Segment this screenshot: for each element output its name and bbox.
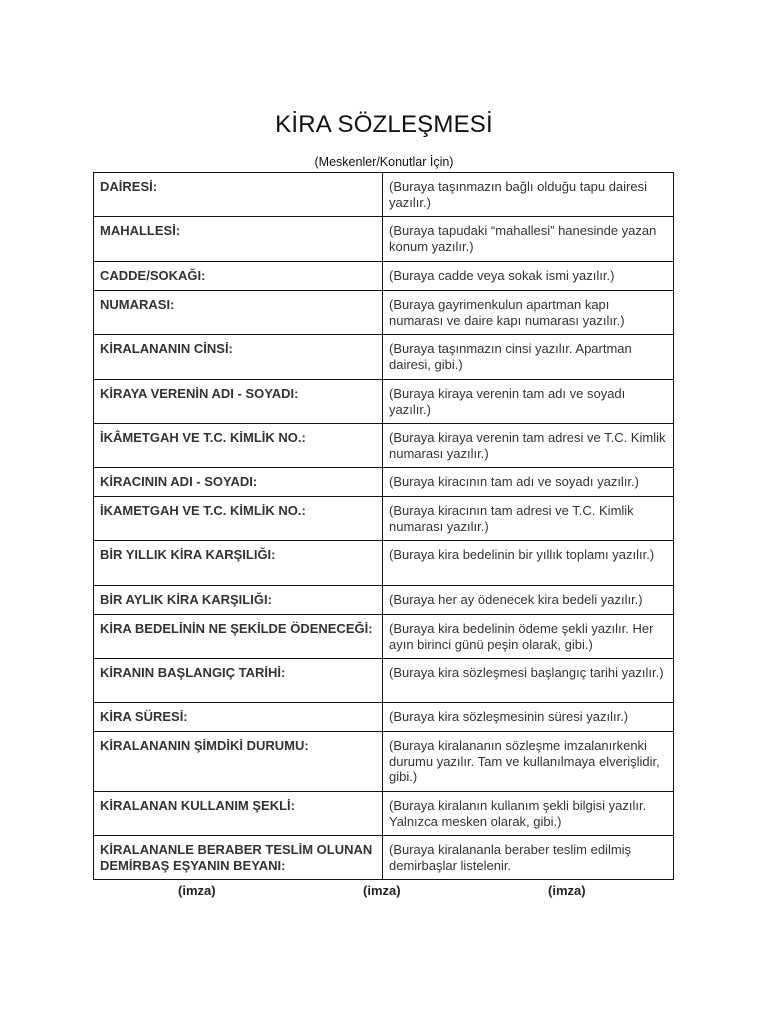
- signature-label: (imza): [178, 883, 216, 898]
- field-value: (Buraya kira sözleşmesinin süresi yazılır.): [383, 703, 674, 732]
- field-label: BİR YILLIK KİRA KARŞILIĞI:: [94, 541, 383, 586]
- field-value: (Buraya kira sözleşmesi başlangıç tarihi yazılır.): [383, 659, 674, 703]
- field-value: (Buraya kira bedelinin ödeme şekli yazılır. Her ayın birinci günü peşin olarak, gibi.): [383, 615, 674, 659]
- document-title: KİRA SÖZLEŞMESİ: [275, 111, 493, 138]
- field-value: (Buraya kiraya verenin tam adresi ve T.C. Kimlik numarası yazılır.): [383, 424, 674, 468]
- field-label: KİRALANANIN CİNSİ:: [94, 335, 383, 380]
- table-row: [94, 217, 674, 262]
- field-label: BİR AYLIK KİRA KARŞILIĞI:: [94, 586, 383, 615]
- field-label: İKAMETGAH VE T.C. KİMLİK NO.:: [94, 497, 383, 541]
- field-value: (Buraya kiralananın sözleşme imzalanırkenki durumu yazılır. Tam ve kullanılmaya elverişlidir, gibi.): [383, 732, 674, 792]
- table-row: [94, 380, 674, 424]
- field-value: (Buraya kiraya verenin tam adı ve soyadı yazılır.): [383, 380, 674, 424]
- table-row: [94, 732, 674, 792]
- signature-label: (imza): [548, 883, 586, 898]
- table-row: [94, 792, 674, 836]
- table-row: [94, 615, 674, 659]
- table-row: [94, 659, 674, 703]
- table-row: [94, 335, 674, 380]
- field-value: (Buraya cadde veya sokak ismi yazılır.): [383, 262, 674, 291]
- field-value: (Buraya kiracının tam adı ve soyadı yazılır.): [383, 468, 674, 497]
- field-label: KİRANIN BAŞLANGIÇ TARİHİ:: [94, 659, 383, 703]
- field-label: KİRALANANLE BERABER TESLİM OLUNAN DEMİRBAŞ EŞYANIN BEYANI:: [94, 836, 383, 880]
- field-value: (Buraya kiracının tam adresi ve T.C. Kimlik numarası yazılır.): [383, 497, 674, 541]
- table-row: [94, 836, 674, 880]
- field-label: KİRALANAN KULLANIM ŞEKLİ:: [94, 792, 383, 836]
- document-subtitle: (Meskenler/Konutlar İçin): [314, 155, 454, 169]
- table-row: [94, 291, 674, 335]
- signature-label: (imza): [363, 883, 401, 898]
- field-label: MAHALLESİ:: [94, 217, 383, 262]
- field-label: KİRALANANIN ŞİMDİKİ DURUMU:: [94, 732, 383, 792]
- field-value: (Buraya gayrimenkulun apartman kapı numarası ve daire kapı numarası yazılır.): [383, 291, 674, 335]
- field-label: KİRACININ ADI - SOYADI:: [94, 468, 383, 497]
- signature-row: [93, 883, 673, 901]
- field-label: DAİRESİ:: [94, 173, 383, 217]
- table-row: [94, 424, 674, 468]
- field-value: (Buraya taşınmazın cinsi yazılır. Apartman dairesi, gibi.): [383, 335, 674, 380]
- field-label: İKÂMETGAH VE T.C. KİMLİK NO.:: [94, 424, 383, 468]
- table-row: [94, 497, 674, 541]
- field-value: (Buraya tapudaki “mahallesi” hanesinde yazan konum yazılır.): [383, 217, 674, 262]
- field-value: (Buraya taşınmazın bağlı olduğu tapu dairesi yazılır.): [383, 173, 674, 217]
- field-label: KİRA BEDELİNİN NE ŞEKİLDE ÖDENECEĞİ:: [94, 615, 383, 659]
- field-label: CADDE/SOKAĞI:: [94, 262, 383, 291]
- field-value: (Buraya kira bedelinin bir yıllık toplamı yazılır.): [383, 541, 674, 586]
- field-label: NUMARASI:: [94, 291, 383, 335]
- table-row: [94, 541, 674, 586]
- table-row: [94, 703, 674, 732]
- table-row: [94, 586, 674, 615]
- field-value: (Buraya kiralananla beraber teslim edilmiş demirbaşlar listelenir.: [383, 836, 674, 880]
- field-value: (Buraya kiralanın kullanım şekli bilgisi yazılır. Yalnızca mesken olarak, gibi.): [383, 792, 674, 836]
- table-row: [94, 173, 674, 217]
- field-value: (Buraya her ay ödenecek kira bedeli yazılır.): [383, 586, 674, 615]
- lease-form-table: [93, 172, 674, 880]
- field-label: KİRA SÜRESİ:: [94, 703, 383, 732]
- field-label: KİRAYA VERENİN ADI - SOYADI:: [94, 380, 383, 424]
- table-row: [94, 262, 674, 291]
- table-row: [94, 468, 674, 497]
